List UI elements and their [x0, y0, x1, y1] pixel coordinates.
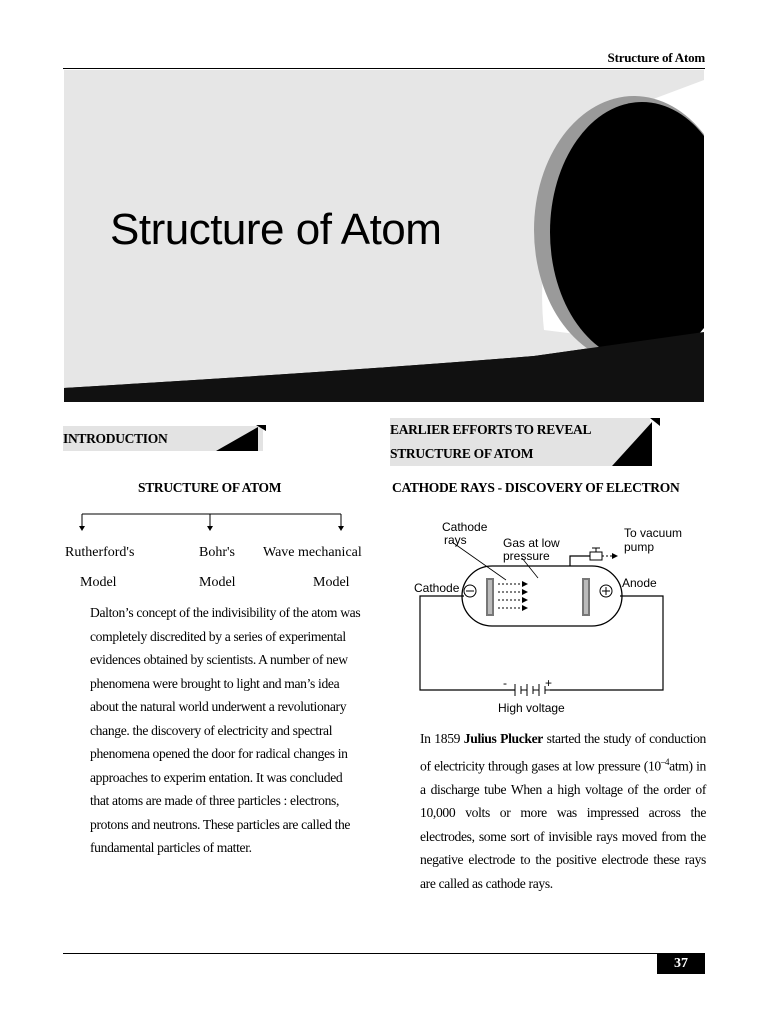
label-minus: - — [503, 676, 507, 690]
introduction-label: INTRODUCTION — [63, 431, 168, 446]
cathode-rays-subheading: CATHODE RAYS - DISCOVERY OF ELECTRON — [392, 480, 680, 495]
tree-node-bohr-line2: Model — [199, 575, 236, 590]
label-gas-1: Gas at low — [503, 536, 560, 550]
text-line: about the natural world underwent a revolutionary — [90, 699, 347, 714]
scientist-name: Julius Plucker — [463, 731, 543, 746]
text-line: phenomena were brought to light and man’s idea — [90, 675, 340, 691]
plucker-text-rest: atm) in a discharge tube When a high voltage of the order of 10,000 volts or more was impressed across the electrodes, some sort of invisible rays moved from the negative electrode to the positive electrode these rays are called as cathode rays. — [420, 758, 706, 891]
heading-triangle-icon — [612, 418, 662, 466]
tree-node-rutherford-line1: Rutherford's — [65, 545, 135, 560]
text-line: evidences obtained by scientists. A number of new — [90, 652, 348, 667]
text-line: phenomena opened the door for radical changes in — [90, 746, 348, 761]
text-line: protons and neutrons. These particles are called the — [90, 816, 351, 832]
heading-triangle-icon — [216, 425, 266, 451]
tree-heading: STRUCTURE OF ATOM — [138, 480, 282, 495]
earlier-efforts-line1: EARLIER EFFORTS TO REVEAL — [390, 422, 592, 437]
label-plus: + — [545, 676, 553, 690]
chapter-title: Structure of Atom — [110, 205, 442, 254]
text-line: fundamental particles of matter. — [90, 840, 252, 855]
earlier-efforts-line2: STRUCTURE OF ATOM — [390, 446, 534, 461]
label-cathode-rays-1: Cathode — [442, 520, 488, 534]
tree-connector — [75, 510, 345, 532]
plucker-text: started the study of conduction of electricity through gases at low pressure (10 — [420, 731, 707, 774]
plucker-paragraph — [420, 727, 706, 895]
section-heading-earlier-efforts — [390, 418, 650, 466]
tree-node-wave-line2: Model — [313, 575, 350, 590]
tree-node-rutherford-line2: Model — [80, 575, 117, 590]
plucker-intro: In 1859 — [420, 731, 464, 746]
label-high-voltage: High voltage — [498, 701, 565, 715]
tree-node-bohr-line1: Bohr's — [199, 545, 235, 560]
text-line: approaches to experim entation. It was concluded — [90, 769, 343, 785]
tree-node-wave-line1: Wave mechanical — [263, 545, 362, 560]
label-gas-2: pressure — [503, 549, 550, 563]
text-line: Dalton’s concept of the indivisibility of the atom was — [90, 605, 361, 620]
intro-paragraph — [90, 601, 380, 860]
label-anode: Anode — [622, 576, 657, 590]
bottom-rule — [63, 953, 705, 954]
label-vacuum-1: To vacuum — [624, 526, 683, 540]
text-line: change. the discovery of electricity and spectral — [90, 722, 333, 738]
page-number: 37 — [657, 954, 705, 974]
label-cathode: Cathode — [414, 581, 460, 595]
label-vacuum-2: pump — [624, 540, 655, 554]
text-line: completely discredited by a series of experimental — [90, 628, 346, 644]
running-head: Structure of Atom — [607, 50, 705, 65]
top-rule — [63, 68, 705, 69]
pressure-exponent: –4 — [660, 756, 670, 767]
label-cathode-rays-2: rays — [444, 533, 467, 547]
text-line: that atoms are made of three particles : electrons, — [90, 793, 340, 808]
